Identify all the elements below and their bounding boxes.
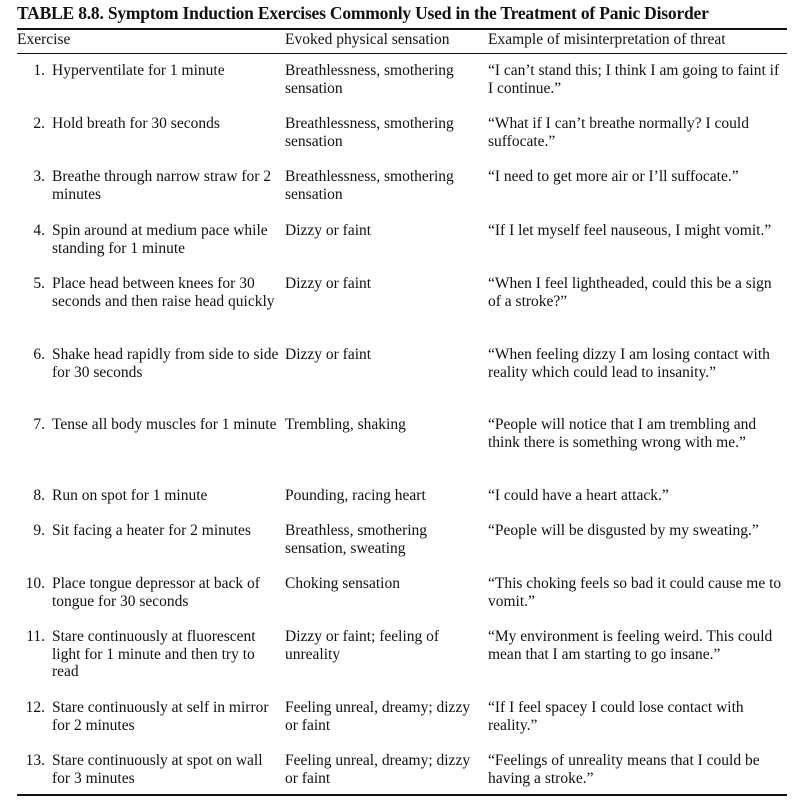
threat-cell: “People will notice that I am trembling and think there is something wrong with me.” [488,416,757,451]
table-title: TABLE 8.8. Symptom Induction Exercises Commonly Used in the Treatment of Panic Disorder [17,3,709,23]
threat-cell: “People will be disgusted by my sweating.” [488,522,759,539]
sensation-cell: Dizzy or faint [285,275,372,292]
exercise-cell: Hyperventilate for 1 minute [52,62,225,79]
threat-cell: “What if I can’t breathe normally? I could suffocate.” [488,115,749,150]
row-number: 5. [33,275,45,292]
threat-cell: “When I feel lightheaded, could this be a sign of a stroke?” [488,275,772,310]
threat-cell: “Feelings of unreality means that I could be having a stroke.” [488,752,760,787]
header-exercise: Exercise [17,31,71,48]
row-number: 13. [25,752,45,769]
sensation-cell: Dizzy or faint [285,222,372,239]
exercise-cell: Shake head rapidly from side to side for 30 seconds [52,346,279,381]
row-number: 3. [33,168,45,185]
exercise-cell: Stare continuously at spot on wall for 3 minutes [52,752,263,787]
exercise-cell: Stare continuously at fluorescent light for 1 minute and then try to read [52,628,256,681]
sensation-cell: Breathlessness, smothering sensation [285,62,454,97]
sensation-cell: Choking sensation [285,575,400,592]
exercise-cell: Place head between knees for 30 seconds and then raise head quickly [52,275,275,310]
exercise-cell: Tense all body muscles for 1 minute [52,416,277,433]
row-number: 2. [33,115,45,132]
threat-cell: “I need to get more air or I’ll suffocate.” [488,168,739,185]
threat-cell: “My environment is feeling weird. This could mean that I am starting to go insane.” [488,628,773,663]
threat-cell: “I could have a heart attack.” [488,487,669,504]
threat-cell: “This choking feels so bad it could cause me to vomit.” [488,575,782,610]
exercise-cell: Sit facing a heater for 2 minutes [52,522,251,539]
sensation-cell: Dizzy or faint [285,346,372,363]
threat-cell: “If I feel spacey I could lose contact with reality.” [488,699,744,734]
sensation-cell: Breathlessness, smothering sensation [285,168,454,203]
exercise-cell: Hold breath for 30 seconds [52,115,220,132]
exercise-cell: Spin around at medium pace while standing for 1 minute [52,222,268,257]
sensation-cell: Breathless, smothering sensation, sweating [285,522,428,557]
threat-cell: “I can’t stand this; I think I am going to faint if I continue.” [488,62,780,97]
top-rule [17,28,787,30]
row-number: 9. [33,522,45,539]
row-number: 11. [26,628,45,645]
exercise-cell: Stare continuously at self in mirror for 2 minutes [52,699,269,734]
sensation-cell: Pounding, racing heart [285,487,426,504]
exercise-cell: Run on spot for 1 minute [52,487,208,504]
sensation-cell: Feeling unreal, dreamy; dizzy or faint [285,699,471,734]
sensation-cell: Breathlessness, smothering sensation [285,115,454,150]
row-number: 12. [25,699,45,716]
row-number: 6. [33,346,45,363]
sensation-cell: Trembling, shaking [285,416,406,433]
header-rule [17,53,787,54]
sensation-cell: Dizzy or faint; feeling of unreality [285,628,440,663]
exercise-cell: Place tongue depressor at back of tongue for 30 seconds [52,575,260,610]
row-number: 7. [33,416,45,433]
header-threat: Example of misinterpretation of threat [488,31,726,48]
bottom-rule [17,794,787,796]
row-number: 4. [33,222,45,239]
row-number: 10. [25,575,45,592]
header-sensation: Evoked physical sensation [285,31,450,48]
threat-cell: “When feeling dizzy I am losing contact with reality which could lead to insanity.” [488,346,770,381]
sensation-cell: Feeling unreal, dreamy; dizzy or faint [285,752,471,787]
row-number: 1. [33,62,45,79]
threat-cell: “If I let myself feel nauseous, I might vomit.” [488,222,772,239]
exercise-cell: Breathe through narrow straw for 2 minutes [52,168,272,203]
row-number: 8. [33,487,45,504]
